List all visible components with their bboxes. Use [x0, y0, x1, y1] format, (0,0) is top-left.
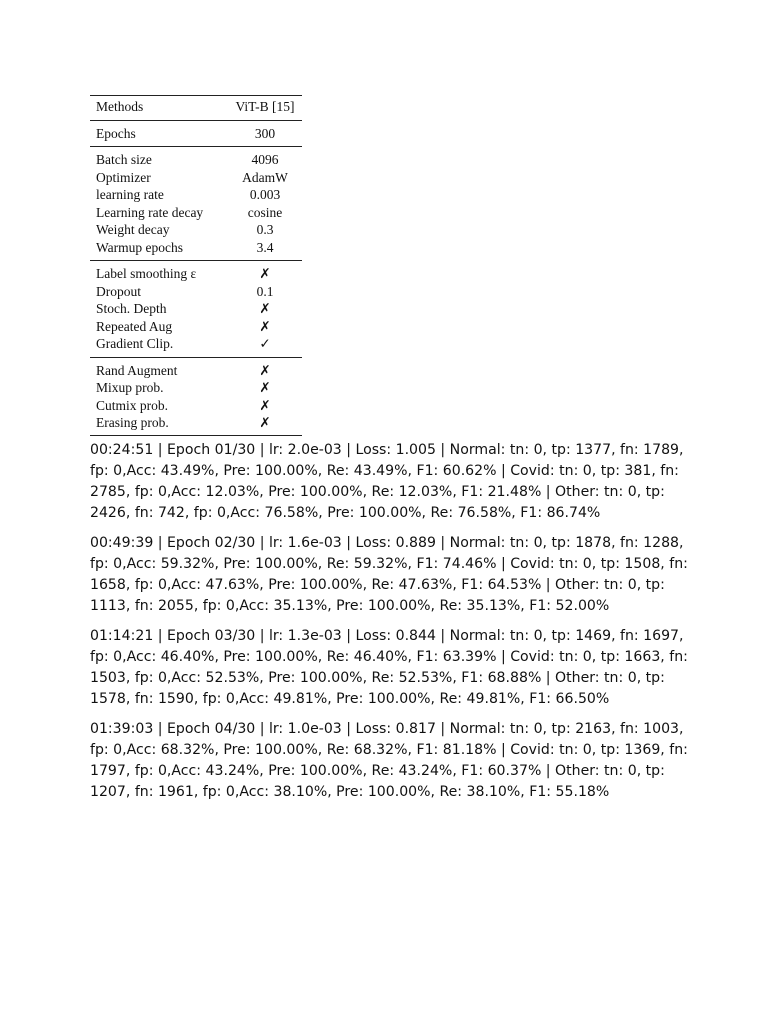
row-label: learning rate — [96, 187, 164, 202]
table-row — [90, 204, 302, 222]
row-value: ✗ — [228, 414, 302, 435]
row-value: AdamW — [242, 169, 288, 185]
table-row — [90, 221, 302, 239]
row-value: ✗ — [259, 397, 271, 413]
table-row — [90, 283, 302, 301]
row-value: 4096 — [251, 152, 279, 167]
table-row — [90, 335, 302, 357]
row-label: Learning rate decay — [96, 204, 204, 220]
row-value: ✓ — [228, 335, 302, 357]
table-row — [90, 120, 302, 147]
table-row — [90, 397, 302, 415]
log-entry-epoch-03: 01:14:21 | Epoch 03/30 | lr: 1.3e-03 | Loss: 0.844 | Normal: tn: 0, tp: 1469, fn: 1697, fp: 0,Acc: 46.40%, Pre: 100.00%, Re: 46.40%, F1: 63.39% | Covid: tn: 0, tp: 1663, fn: 1503, fp: 0,Acc: 52.53%, Pre: 100.00%, Re: 52.53%, F1: 68.88% | Other: tn: 0, tp: 1578, fn: 1590, fp: 0,Acc: 49.81%, Pre: 100.00%, Re: 49.81%, F1: 66.50% — [90, 628, 688, 707]
row-value: 0.003 — [249, 187, 281, 202]
training-log — [90, 440, 690, 812]
table-row — [90, 357, 302, 379]
row-label: Repeated Aug — [96, 318, 173, 334]
row-label: Batch size — [96, 152, 152, 167]
row-value: 0.3 — [256, 222, 274, 237]
row-label: Rand Augment — [96, 362, 178, 378]
table-row — [90, 147, 302, 169]
row-label: Stoch. Depth — [96, 301, 167, 316]
row-label: Dropout — [96, 283, 141, 299]
row-value: ✗ — [259, 301, 271, 316]
row-value: 0.1 — [256, 283, 274, 299]
row-label: Optimizer — [96, 169, 151, 185]
log-entry-epoch-02: 00:49:39 | Epoch 02/30 | lr: 1.6e-03 | Loss: 0.889 | Normal: tn: 0, tp: 1878, fn: 1288, fp: 0,Acc: 59.32%, Pre: 100.00%, Re: 59.32%, F1: 74.46% | Covid: tn: 0, tp: 1508, fn: 1658, fp: 0,Acc: 47.63%, Pre: 100.00%, Re: 47.63%, F1: 64.53% | Other: tn: 0, tp: 1113, fn: 2055, fp: 0,Acc: 35.13%, Pre: 100.00%, Re: 35.13%, F1: 52.00% — [90, 535, 688, 614]
table-row — [90, 318, 302, 336]
table-row — [90, 261, 302, 283]
row-label: Mixup prob. — [96, 380, 164, 395]
row-value: ✗ — [259, 362, 271, 378]
row-value: 3.4 — [228, 239, 302, 261]
table-row — [90, 300, 302, 318]
row-label: Label smoothing ε — [96, 266, 197, 281]
table-header-value: ViT-B [15] — [228, 96, 302, 121]
table-header-row — [90, 96, 302, 121]
table-header-label: Methods — [90, 96, 228, 121]
hyperparameter-table — [90, 95, 302, 436]
row-label: Gradient Clip. — [90, 335, 228, 357]
row-label: Cutmix prob. — [96, 397, 169, 413]
row-value: ✗ — [259, 266, 271, 281]
log-entry-epoch-04: 01:39:03 | Epoch 04/30 | lr: 1.0e-03 | Loss: 0.817 | Normal: tn: 0, tp: 2163, fn: 1003, fp: 0,Acc: 68.32%, Pre: 100.00%, Re: 68.32%, F1: 81.18% | Covid: tn: 0, tp: 1369, fn: 1797, fp: 0,Acc: 43.24%, Pre: 100.00%, Re: 43.24%, F1: 60.37% | Other: tn: 0, tp: 1207, fn: 1961, fp: 0,Acc: 38.10%, Pre: 100.00%, Re: 38.10%, F1: 55.18% — [90, 721, 688, 800]
table-row — [90, 379, 302, 397]
row-label: Weight decay — [96, 222, 170, 237]
row-value: ✗ — [259, 380, 271, 395]
table-row — [90, 239, 302, 261]
log-entry-epoch-01: 00:24:51 | Epoch 01/30 | lr: 2.0e-03 | Loss: 1.005 | Normal: tn: 0, tp: 1377, fn: 1789, fp: 0,Acc: 43.49%, Pre: 100.00%, Re: 43.49%, F1: 60.62% | Covid: tn: 0, tp: 381, fn: 2785, fp: 0,Acc: 12.03%, Pre: 100.00%, Re: 12.03%, F1: 21.48% | Other: tn: 0, tp: 2426, fn: 742, fp: 0,Acc: 76.58%, Pre: 100.00%, Re: 76.58%, F1: 86.74% — [90, 442, 684, 521]
row-label: Erasing prob. — [90, 414, 228, 435]
row-value: ✗ — [259, 318, 271, 334]
row-label: Epochs — [90, 120, 228, 147]
table-row — [90, 169, 302, 187]
table-row — [90, 414, 302, 435]
table-row — [90, 186, 302, 204]
row-value: cosine — [247, 204, 283, 220]
row-value: 300 — [228, 120, 302, 147]
row-label: Warmup epochs — [90, 239, 228, 261]
